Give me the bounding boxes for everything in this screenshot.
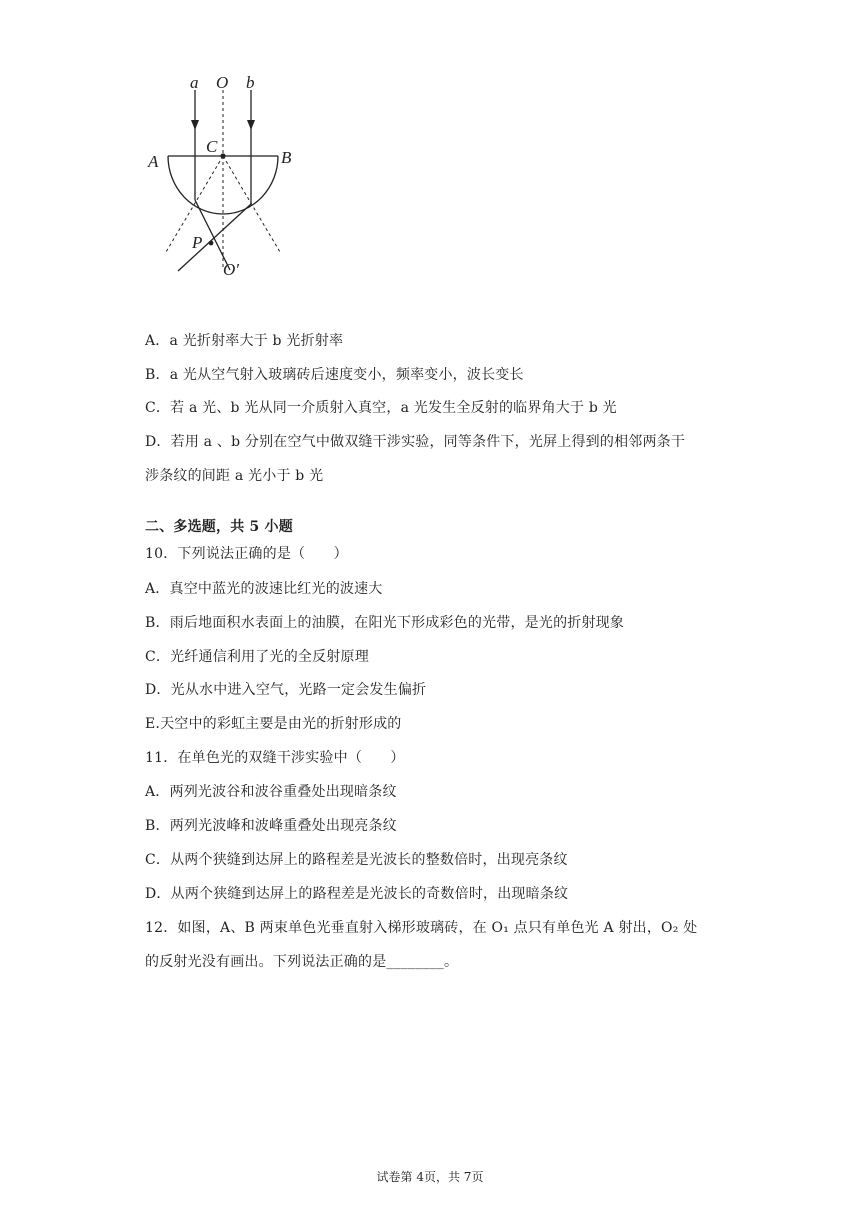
label-C: C	[206, 137, 218, 156]
q10-option-e: E.天空中的彩虹主要是由光的折射形成的	[145, 716, 402, 732]
q9-option-d-continued: 涉条纹的间距 a 光小于 b 光	[145, 468, 324, 484]
point-c	[220, 153, 225, 158]
label-b: b	[246, 73, 255, 92]
q11-option-d: D．从两个狭缝到达屏上的路程差是光波长的奇数倍时，出现暗条纹	[145, 886, 569, 902]
page-footer: 试卷第 4页，共 7页	[376, 1170, 484, 1184]
q9-option-a: A．a 光折射率大于 b 光折射率	[145, 333, 344, 349]
q11-option-b: B．两列光波峰和波峰重叠处出现亮条纹	[145, 818, 397, 834]
point-p	[209, 241, 214, 246]
q11-option-c: C．从两个狭缝到达屏上的路程差是光波长的整数倍时，出现亮条纹	[145, 852, 568, 868]
q12-stem-line1: 12．如图，A、B 两束单色光垂直射入梯形玻璃砖，在 O₁ 点只有单色光 A 射出，O₂ 处	[145, 920, 698, 936]
q10-option-d: D．光从水中进入空气，光路一定会发生偏折	[145, 682, 427, 698]
label-a: a	[190, 73, 199, 92]
q9-option-b: B．a 光从空气射入玻璃砖后速度变小，频率变小，波长变长	[145, 367, 524, 383]
optics-figure	[140, 70, 310, 285]
label-o: O	[216, 73, 229, 92]
label-P: P	[192, 233, 203, 252]
q11-option-a: A．两列光波谷和波谷重叠处出现暗条纹	[145, 784, 397, 800]
q10-option-a: A．真空中蓝光的波速比红光的波速大	[145, 581, 383, 597]
q9-option-c: C．若 a 光、b 光从同一介质射入真空，a 光发生全反射的临界角大于 b 光	[145, 400, 617, 416]
q10-stem: 10．下列说法正确的是（ ）	[145, 546, 348, 562]
q11-stem: 11．在单色光的双缝干涉实验中（ ）	[145, 750, 405, 766]
q9-option-d: D．若用 a 、b 分别在空气中做双缝干涉实验，同等条件下，光屏上得到的相邻两条干	[145, 434, 686, 450]
section-title: 二、多选题，共 5 小题	[145, 519, 293, 535]
label-A: A	[148, 152, 159, 171]
label-B: B	[281, 148, 292, 167]
ray-a	[191, 90, 199, 200]
q10-option-b: B．雨后地面积水表面上的油膜，在阳光下形成彩色的光带，是光的折射现象	[145, 615, 625, 631]
label-o-prime: O′	[223, 260, 239, 279]
ray-b	[247, 90, 255, 204]
q10-option-c: C．光纤通信利用了光的全反射原理	[145, 649, 369, 665]
q12-stem-line2: 的反射光没有画出。下列说法正确的是________。	[145, 954, 459, 970]
